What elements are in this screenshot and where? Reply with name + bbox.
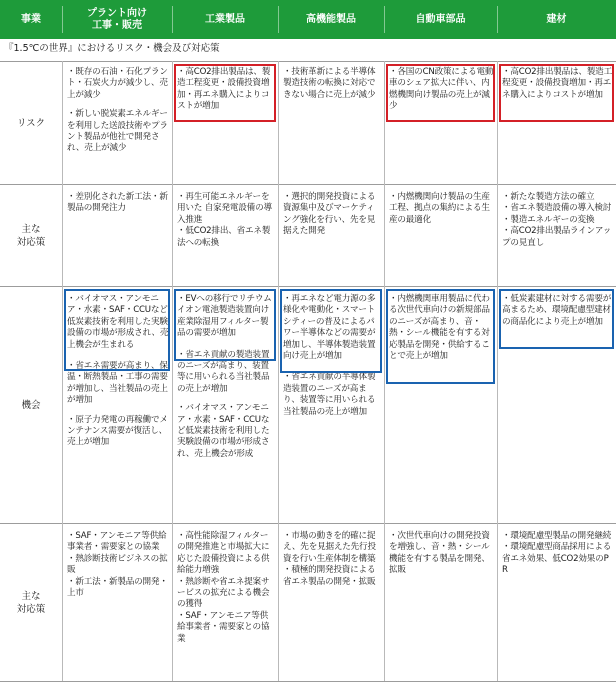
list-item: ・EVへの移行でリチウムイオン電池製造装置向け産業除湿用フィルター製品の需要が増加	[177, 294, 272, 339]
divider	[0, 523, 616, 524]
list-item: ・新工法・新製品の開発・上市	[67, 576, 168, 599]
list-item: ・積極的開発投資による省エネ製品の開発・拡販	[283, 565, 376, 587]
row-label-risk-measures: 主な 対応策	[16, 223, 46, 248]
opportunity-cell-plant	[62, 293, 172, 457]
list-item: ・既存の石油・石化プラント・石炭火力が減少し、売上が減少	[67, 67, 168, 100]
header-high-performance: 高機能製品	[306, 13, 356, 25]
opportunity-measures-cell-high-performance	[278, 530, 384, 596]
list-item: ・低CO2排出、省エネ製法への転換	[177, 226, 271, 248]
opportunity-measures-cell-automotive	[384, 530, 497, 585]
list-item: ・製造エネルギーの変換	[502, 214, 595, 225]
risk-cell-building	[497, 66, 616, 109]
row-label-opportunity-measures: 主な 対応策	[16, 590, 46, 615]
list-item: ・差別化された新工法・新製品の開発注力	[67, 192, 168, 214]
list-item: ・新しい脱炭素エネルギーを利用した送設技術やプラント製品が他社で開発され、売上が減少	[67, 109, 168, 154]
list-item: ・技術革新による半導体製造技術の転換に対応できない場合に売上が減少	[283, 67, 376, 100]
risk-cell-industrial	[172, 66, 278, 121]
risk-cell-automotive	[384, 66, 497, 121]
row-label-opportunity: 機会	[21, 399, 41, 411]
list-item: ・省エネ需要が高まり、保温・断熱製品・工事の需要が増加し、当社製品の売上が増加	[67, 361, 168, 406]
risk-measures-cell-high-performance	[278, 191, 384, 246]
list-item: ・省エネ貢献の製造装置のニーズが高まり、装置等に用いられる当社製品の売上が増加	[177, 349, 270, 394]
header-building: 建材	[546, 13, 567, 25]
opportunity-cell-high-performance	[278, 293, 384, 426]
list-item: ・各国のCN政策による電動車のシェア拡大に伴い、内燃機関向け製品の売上が減少	[389, 67, 494, 112]
risk-cell-high-performance	[278, 66, 384, 109]
list-item: ・高CO2排出製品は、製造工程変更・設備投資増加・再エネ購入によりコストが増加	[177, 67, 271, 112]
list-item: ・環境配慮型商品採用による省エネ効果、低CO2効果のPR	[502, 542, 612, 576]
list-item: ・SAF・アンモニア等供給事業者・需要家との協業	[177, 610, 270, 644]
list-item: ・再生可能エネルギーを用いた 自家発電設備の導入推進	[177, 192, 272, 225]
list-item: ・高CO2排出製品は、製造工程変更・設備投資増加・再エネ購入によりコストが増加	[502, 67, 612, 100]
list-item: ・原子力発電の再稼働でメンテナンス需要が復活し、売上が増加	[67, 414, 168, 448]
table-subtitle: 『1.5℃の世界』におけるリスク・機会及び対応策	[4, 43, 220, 54]
divider	[0, 286, 616, 287]
list-item: ・低炭素建材に対する需要が高まるため、環境配慮型建材の商品化により売上が増加	[502, 294, 612, 327]
risk-measures-cell-plant	[62, 191, 172, 223]
opportunity-measures-cell-industrial	[172, 530, 278, 653]
list-item: ・次世代車向けの開発投資を増強し、音・熱・シール機能を有する製品を開発、拡販	[389, 531, 490, 576]
list-item: ・バイオマス・アンモニア・水素・SAF・CCUなど低炭素技術を利用した実験設備の市場が形成され、売上機会が形成	[177, 403, 270, 459]
list-item: ・内燃機関向け製品の生産工程、拠点の集約による生産の最適化	[389, 192, 490, 225]
list-item: ・高性能除湿フィルターの開発推進と市場拡大に応じた設備投資による供給能力増強	[177, 531, 270, 576]
opportunity-cell-building	[497, 293, 616, 336]
list-item: ・環境配慮型製品の開発継続	[502, 531, 612, 541]
table-header	[0, 0, 616, 39]
list-item: ・バイオマス・アンモニア・水素・SAF・CCUなど低炭素技術を利用した実験設備の市場が形成され、売上機会が生まれる	[67, 294, 169, 350]
list-item: ・省エネ貢献の半導体製造装置のニーズが高まり、装置等に用いられる当社製品の売上が増加	[283, 372, 376, 417]
opportunity-cell-automotive	[384, 293, 497, 370]
list-item: ・省エネ製造設備の導入検討	[502, 203, 612, 214]
opportunity-measures-cell-plant	[62, 530, 172, 607]
row-label-risk: リスク	[16, 117, 46, 129]
header-business: 事業	[21, 13, 41, 25]
opportunity-cell-industrial	[172, 293, 278, 468]
list-item: ・内燃機関車用製品に代わる次世代車向けの新規部品のニーズが高まり、音・熱・シール機能を有する対応製品を開発・供給することで売上が増加	[389, 294, 490, 362]
list-item: ・高CO2排出製品ラインアップの見直し	[502, 226, 612, 248]
list-item: ・選択的開発投資による資源集中及びマーケティング強化を行い、先を見据えた開発	[283, 192, 376, 237]
header-industrial: 工業製品	[205, 13, 245, 25]
risk-measures-cell-building	[497, 191, 616, 257]
divider	[0, 61, 616, 62]
divider	[0, 184, 616, 185]
header-automotive: 自動車部品	[415, 13, 466, 25]
opportunity-measures-cell-building	[497, 530, 616, 585]
list-item: ・熱診断技術ビジネスの拡販	[67, 553, 168, 576]
header-plant: プラント向け 工事・販売	[87, 7, 147, 31]
list-item: ・新たな製造方法の確立	[502, 192, 595, 202]
list-item: ・SAF・アンモニア等供給事業者・需要家との協業	[67, 531, 167, 553]
risk-cell-plant	[62, 66, 172, 163]
risk-measures-cell-automotive	[384, 191, 497, 234]
divider	[0, 681, 616, 682]
list-item: ・市場の動きを的確に捉え、先を見据えた先行投資を行い生産体制を構築	[283, 531, 376, 564]
risk-measures-cell-industrial	[172, 191, 278, 257]
list-item: ・熱診断や省エネ提案サービスの拡充による機会の獲得	[177, 576, 270, 610]
list-item: ・再エネなど電力源の多様化や電動化・スマートシティーの普及によるパワー半導体などの需要が増加し、半導体製造装置向け売上が増加	[283, 294, 376, 362]
